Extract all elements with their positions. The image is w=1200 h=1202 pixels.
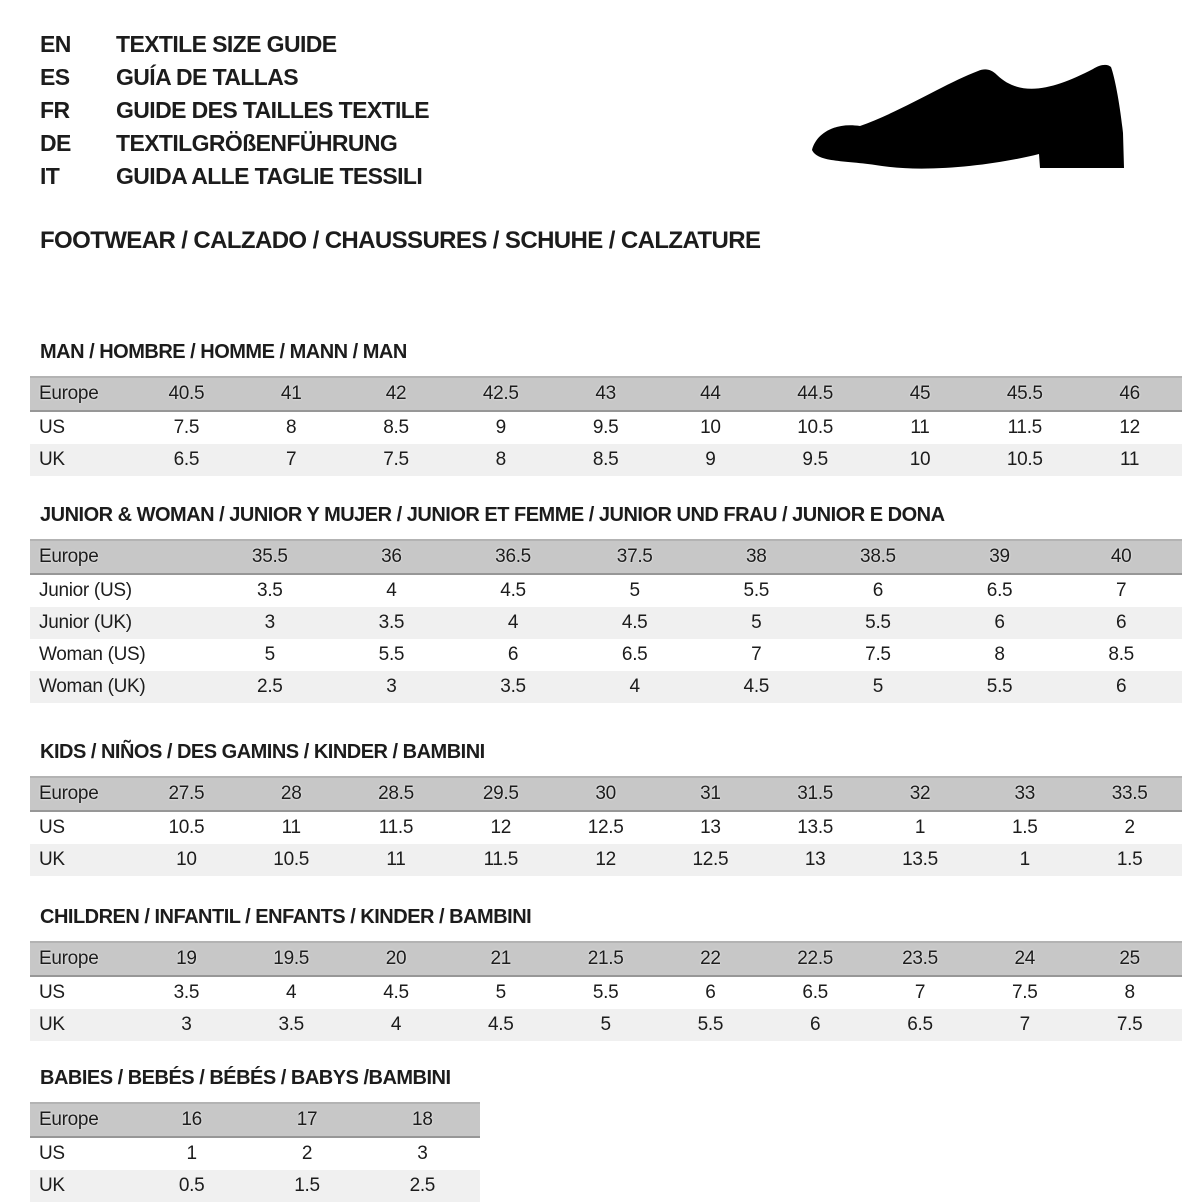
size-cell: 5.5: [743, 580, 770, 601]
size-table-title-junior-woman: JUNIOR & WOMAN / JUNIOR Y MUJER / JUNIOR ET FEMME / JUNIOR UND FRAU / JUNIOR E DONA: [40, 504, 945, 526]
language-label: TEXTILE SIZE GUIDE: [116, 31, 337, 57]
size-cell: 45.5: [1006, 383, 1043, 404]
row-label: UK: [39, 1014, 65, 1035]
row-label: Europe: [39, 783, 99, 804]
row-label: Junior (US): [39, 580, 132, 601]
size-cell: 11: [1120, 449, 1140, 470]
row-label: Europe: [39, 383, 99, 404]
size-cell: 20: [385, 948, 407, 969]
row-label: US: [39, 1143, 65, 1164]
size-cell: 4: [507, 612, 519, 633]
row-label: Europe: [39, 546, 99, 567]
size-cell: 6.5: [621, 644, 648, 665]
row-label: Junior (UK): [39, 612, 132, 633]
size-cell: 10: [909, 449, 931, 470]
size-cell: 4.5: [383, 982, 409, 1003]
size-cell: 7: [1019, 1014, 1030, 1035]
size-cell: 8.5: [592, 449, 619, 470]
size-cell: 3.5: [278, 1014, 304, 1035]
size-cell: 10.5: [797, 417, 834, 438]
size-cell: 8: [495, 449, 506, 470]
size-cell: 28: [280, 783, 302, 804]
size-cell: 5.5: [378, 644, 405, 665]
size-cell: 22: [700, 948, 721, 969]
size-cell: 2: [1124, 817, 1135, 838]
size-cell: 40.5: [168, 383, 205, 404]
size-cell: 43: [595, 383, 616, 404]
size-table-junior-woman: [30, 539, 1182, 703]
size-cell: 3: [264, 612, 275, 633]
size-cell: 46: [1119, 383, 1140, 404]
size-cell: 5: [600, 1014, 611, 1035]
size-cell: 31: [700, 783, 721, 804]
size-cell: 5.5: [697, 1014, 724, 1035]
size-cell: 6: [872, 580, 884, 601]
size-cell: 4.5: [621, 612, 648, 633]
size-cell: 4: [286, 982, 297, 1003]
row-label: Europe: [39, 948, 99, 969]
size-cell: 32: [909, 783, 931, 804]
size-row: [30, 607, 1182, 639]
language-row-en: [40, 28, 1200, 61]
size-table-title-kids: KIDS / NIÑOS / DES GAMINS / KINDER / BAMBINI: [40, 741, 485, 763]
size-cell: 18: [412, 1109, 433, 1130]
size-cell: 7.5: [1116, 1014, 1143, 1035]
size-cell: 22.5: [797, 948, 834, 969]
size-cell: 37.5: [616, 546, 653, 567]
size-cell: 33: [1014, 783, 1036, 804]
size-row: [30, 844, 1182, 876]
size-cell: 11.5: [483, 849, 518, 870]
size-cell: 7.5: [173, 417, 200, 438]
size-cell: 5: [264, 644, 275, 665]
size-cell: 4.5: [488, 1014, 514, 1035]
size-cell: 13: [700, 817, 721, 838]
size-cell: 4: [390, 1014, 402, 1035]
size-cell: 25: [1119, 948, 1140, 969]
size-cell: 12: [1119, 417, 1140, 438]
row-label: UK: [39, 849, 65, 870]
size-cell: 36: [381, 546, 402, 567]
size-cell: 6.5: [986, 580, 1013, 601]
size-cell: 10: [176, 849, 197, 870]
size-cell: 31.5: [797, 783, 834, 804]
size-cell: 12.5: [692, 849, 729, 870]
size-cell: 6.5: [907, 1014, 933, 1035]
size-table-man: [30, 376, 1182, 476]
size-cell: 21: [490, 948, 512, 969]
size-row: [30, 671, 1182, 703]
size-table-title-man: MAN / HOMBRE / HOMME / MANN / MAN: [40, 341, 407, 363]
size-cell: 16: [181, 1109, 202, 1130]
size-cell: 2.5: [257, 676, 283, 697]
size-cell: 3: [417, 1143, 428, 1164]
size-cell: 10.5: [273, 849, 310, 870]
size-table-section-man: [30, 341, 1200, 476]
size-table-section-junior-woman: [30, 504, 1200, 703]
size-row: [30, 1137, 480, 1170]
size-cell: 6: [1116, 612, 1127, 633]
size-cell: 7: [286, 449, 297, 470]
size-cell: 6: [507, 644, 519, 665]
size-cell: 8: [994, 644, 1005, 665]
size-row: [30, 444, 1182, 476]
size-cell: 40: [1110, 546, 1132, 567]
language-label: TEXTILGRÖßENFÜHRUNG: [116, 130, 398, 156]
size-cell: 42: [385, 383, 407, 404]
row-label: UK: [39, 449, 65, 470]
size-cell: 3: [386, 676, 397, 697]
size-cell: 3.5: [173, 982, 200, 1003]
size-row: [30, 811, 1182, 844]
size-cell: 44: [700, 383, 721, 404]
size-cell: 11: [386, 849, 406, 870]
size-row: [30, 1170, 480, 1202]
size-cell: 7: [1116, 580, 1127, 601]
size-cell: 1: [186, 1143, 197, 1164]
size-cell: 36.5: [495, 546, 531, 567]
dress-shoe-silhouette-icon: [798, 58, 1143, 198]
size-cell: 3.5: [257, 580, 283, 601]
size-cell: 8: [286, 417, 297, 438]
size-cell: 17: [296, 1109, 318, 1130]
size-cell: 6.5: [173, 449, 200, 470]
size-cell: 12.5: [587, 817, 624, 838]
size-cell: 44.5: [797, 383, 834, 404]
size-cell: 19.5: [273, 948, 310, 969]
size-cell: 1: [1019, 849, 1030, 870]
size-cell: 5.5: [865, 612, 891, 633]
size-header-row: [30, 540, 1182, 574]
size-row: [30, 1009, 1182, 1041]
size-cell: 7.5: [1012, 982, 1038, 1003]
size-cell: 42.5: [482, 383, 519, 404]
size-cell: 9.5: [592, 417, 619, 438]
size-cell: 7: [914, 982, 926, 1003]
size-table-children: [30, 941, 1182, 1041]
size-cell: 9.5: [802, 449, 828, 470]
size-row: [30, 976, 1182, 1009]
row-label: UK: [39, 1175, 65, 1196]
size-cell: 8.5: [1108, 644, 1134, 665]
size-table-section-kids: [30, 741, 1200, 876]
language-label: GUIDA ALLE TAGLIE TESSILI: [116, 163, 423, 189]
size-cell: 9: [495, 417, 506, 438]
size-cell: 6: [705, 982, 716, 1003]
language-code: FR: [40, 97, 70, 123]
language-code: IT: [40, 163, 60, 189]
size-cell: 11.5: [378, 817, 414, 838]
size-cell: 9: [705, 449, 716, 470]
size-cell: 4: [386, 580, 397, 601]
row-label: Woman (UK): [39, 676, 146, 697]
size-cell: 8.5: [383, 417, 409, 438]
size-cell: 1.5: [1116, 849, 1143, 870]
size-cell: 1.5: [1012, 817, 1038, 838]
size-cell: 5.5: [592, 982, 619, 1003]
size-cell: 2.5: [409, 1175, 436, 1196]
row-label: US: [39, 817, 65, 838]
size-cell: 3: [181, 1014, 192, 1035]
size-cell: 10: [700, 417, 721, 438]
size-cell: 6: [810, 1014, 821, 1035]
row-label: Europe: [39, 1109, 99, 1130]
size-cell: 3.5: [378, 612, 405, 633]
size-cell: 38: [746, 546, 767, 567]
row-label: US: [39, 982, 65, 1003]
size-cell: 6.5: [802, 982, 828, 1003]
size-cell: 28.5: [378, 783, 414, 804]
size-cell: 1: [914, 817, 926, 838]
size-cell: 10.5: [168, 817, 205, 838]
size-cell: 30: [595, 783, 616, 804]
size-cell: 23.5: [902, 948, 938, 969]
language-label: GUIDE DES TAILLES TEXTILE: [116, 97, 429, 123]
size-cell: 5: [751, 612, 762, 633]
size-cell: 27.5: [168, 783, 205, 804]
size-cell: 11: [910, 417, 930, 438]
row-label: US: [39, 417, 65, 438]
size-cell: 7: [751, 644, 762, 665]
size-cell: 10.5: [1006, 449, 1043, 470]
size-cell: 33.5: [1111, 783, 1148, 804]
category-line: FOOTWEAR / CALZADO / CHAUSSURES / SCHUHE / CALZATURE: [40, 227, 761, 254]
language-code: DE: [40, 130, 71, 156]
size-table-title-children: CHILDREN / INFANTIL / ENFANTS / KINDER / BAMBINI: [40, 906, 532, 928]
size-table-kids: [30, 776, 1182, 876]
size-cell: 6: [994, 612, 1005, 633]
size-cell: 5.5: [986, 676, 1013, 697]
size-cell: 24: [1014, 948, 1036, 969]
size-cell: 6: [1116, 676, 1127, 697]
size-cell: 0.5: [178, 1175, 205, 1196]
size-cell: 13.5: [797, 817, 834, 838]
size-cell: 8: [1124, 982, 1135, 1003]
size-cell: 11: [281, 817, 301, 838]
size-cell: 4.5: [500, 580, 526, 601]
size-table-section-babies: [30, 1067, 1200, 1202]
size-cell: 2: [301, 1143, 313, 1164]
size-cell: 3.5: [500, 676, 526, 697]
size-cell: 38.5: [860, 546, 896, 567]
size-cell: 19: [176, 948, 197, 969]
size-cell: 12: [595, 849, 616, 870]
size-cell: 5: [629, 580, 640, 601]
size-row: [30, 639, 1182, 671]
language-code: ES: [40, 64, 70, 90]
size-cell: 21.5: [587, 948, 624, 969]
size-cell: 4.5: [743, 676, 770, 697]
size-header-row: [30, 942, 1182, 976]
size-cell: 41: [280, 383, 302, 404]
size-row: [30, 411, 1182, 444]
size-header-row: [30, 777, 1182, 811]
size-cell: 35.5: [251, 546, 288, 567]
size-cell: 7.5: [865, 644, 891, 665]
size-table-section-children: [30, 906, 1200, 1041]
size-table-title-babies: BABIES / BEBÉS / BÉBÉS / BABYS /BAMBINI: [40, 1067, 451, 1089]
size-cell: 7.5: [383, 449, 409, 470]
size-header-row: [30, 1103, 480, 1137]
size-cell: 12: [490, 817, 512, 838]
row-label: Woman (US): [39, 644, 146, 665]
size-cell: 29.5: [482, 783, 519, 804]
size-cell: 45: [909, 383, 931, 404]
size-cell: 13: [804, 849, 826, 870]
language-label: GUÍA DE TALLAS: [116, 64, 298, 90]
size-cell: 13.5: [902, 849, 938, 870]
size-row: [30, 574, 1182, 607]
size-header-row: [30, 377, 1182, 411]
size-cell: 5: [495, 982, 506, 1003]
size-cell: 39: [989, 546, 1010, 567]
size-table-babies: [30, 1102, 480, 1202]
size-cell: 4: [629, 676, 640, 697]
header: [0, 0, 1200, 255]
size-cell: 5: [872, 676, 884, 697]
size-cell: 1.5: [294, 1175, 320, 1196]
size-cell: 11.5: [1007, 417, 1042, 438]
language-code: EN: [40, 31, 71, 57]
